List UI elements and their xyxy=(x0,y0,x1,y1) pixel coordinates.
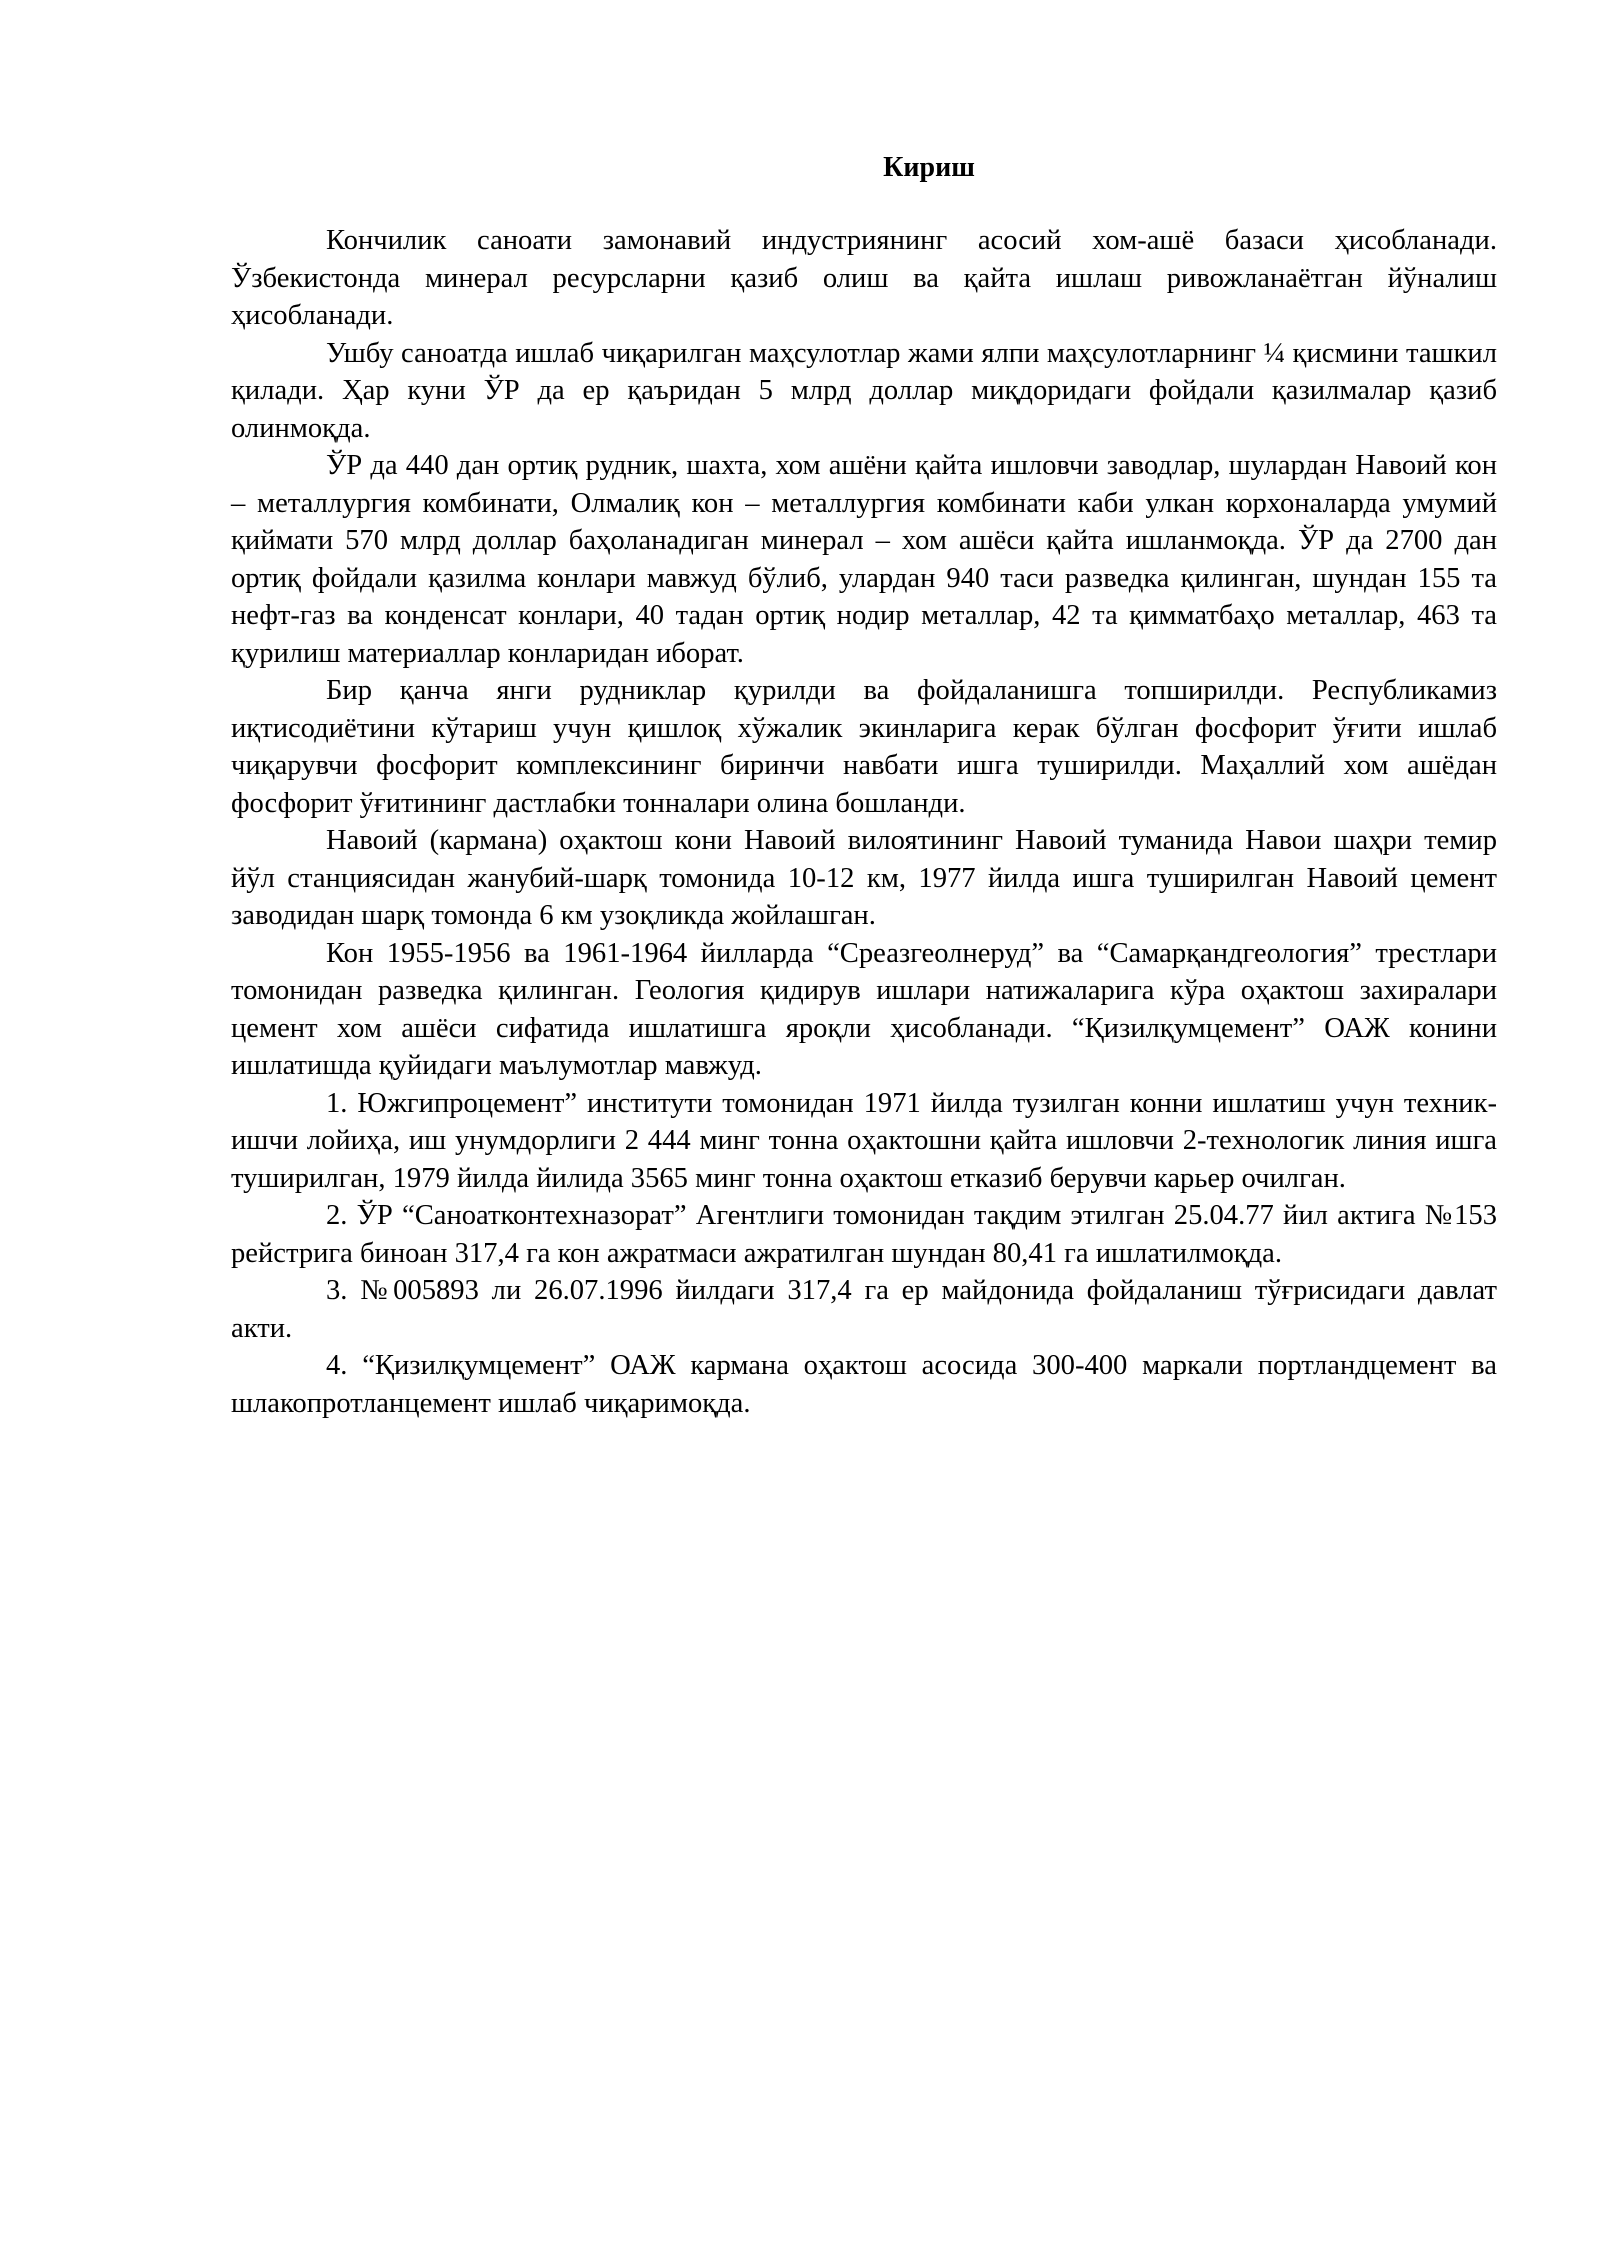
document-body xyxy=(231,150,1497,1422)
paragraph-navoi-deposit: Навоий (кармана) оҳактош кони Навоий вилоятининг Навоий туманида Навои шаҳри темир йўл станциясидан жанубий-шарқ томонида 10-12 км, 1977 йилда ишга туширилган Навоий цемент заводидан шарқ томонда 6 км узоқликда жойлашган. xyxy=(231,825,1497,931)
paragraph-intro: Кончилик саноати замонавий индустриянинг асосий хом-ашё базаси ҳисобланади. Ўзбекистонда минерал ресурсларни қазиб олиш ва қайта ишлаш ривожланаётган йўналиш ҳисобланади. xyxy=(231,225,1497,331)
paragraph-new-mines: Бир қанча янги рудниклар қурилди ва фойдаланишга топширилди. Республикамиз иқтисодиётини кўтариш учун қишлоқ хўжалик экинларига керак бўлган фосфорит ўғити ишлаб чиқарувчи фосфорит комплексининг биринчи навбати ишга туширилди. Маҳаллий хом ашёдан фосфорит ўғитининг дастлабки тонналари олина бошланди. xyxy=(231,675,1497,819)
list-item-2: 2. ЎР “Саноатконтехназорат” Агентлиги томонидан тақдим этилган 25.04.77 йил актига №153 рейстрига биноан 317,4 га кон ажратмаси ажратилган шундан 80,41 га ишлатилмоқда. xyxy=(231,1200,1497,1269)
paragraph-enterprises: ЎР да 440 дан ортиқ рудник, шахта, хом ашёни қайта ишловчи заводлар, шулардан Навоий кон – металлургия комбинати, Олмалиқ кон – металлургия комбинати каби улкан корхоналарда умумий қиймати 570 млрд доллар баҳоланадиган минерал – хом ашёси қайта ишланмоқда. ЎР да 2700 дан ортиқ фойдали қазилма конлари мавжуд бўлиб, улардан 940 таси разведка қилинган, шундан 155 та нефт-газ ва конденсат конлари, 40 тадан ортиқ нодир металлар, 42 та қимматбаҳо металлар, 463 та қурилиш материаллар конларидан иборат. xyxy=(231,450,1497,669)
paragraph-industry-share: Ушбу саноатда ишлаб чиқарилган маҳсулотлар жами ялпи маҳсулотларнинг ¼ қисмини ташкил қилади. Ҳар куни ЎР да ер қаъридан 5 млрд доллар миқдоридаги фойдали қазилмалар қазиб олинмоқда. xyxy=(231,337,1497,444)
list-item-1: 1. Южгипроцемент” институти томонидан 1971 йилда тузилган конни ишлатиш учун техник-ишчи лойиҳа, иш унумдорлиги 2 444 минг тонна оҳактошни қайта ишловчи 2-технологик линия ишга туширилган, 1979 йилда йилида 3565 минг тонна оҳактош етказиб берувчи карьер очилган. xyxy=(231,1087,1497,1194)
list-item-4: 4. “Қизилқумцемент” ОАЖ кармана оҳактош асосида 300-400 маркали портландцемент ва шлакопротланцемент ишлаб чиқаримоқда. xyxy=(231,1350,1497,1419)
document-title: Кириш xyxy=(883,152,975,183)
list-item-3: 3. №005893 ли 26.07.1996 йилдаги 317,4 га ер майдонида фойдаланиш тўғрисидаги давлат акти. xyxy=(231,1275,1497,1344)
paragraph-exploration: Кон 1955-1956 ва 1961-1964 йилларда “Среазгеолнеруд” ва “Самарқандгеология” трестлари томонидан разведка қилинган. Геология қидирув ишлари натижаларига кўра оҳактош захиралари цемент хом ашёси сифатида ишлатишга яроқли ҳисобланади. “Қизилқумцемент” ОАЖ конини ишлатишда қуйидаги маълумотлар мавжуд. xyxy=(231,937,1497,1081)
